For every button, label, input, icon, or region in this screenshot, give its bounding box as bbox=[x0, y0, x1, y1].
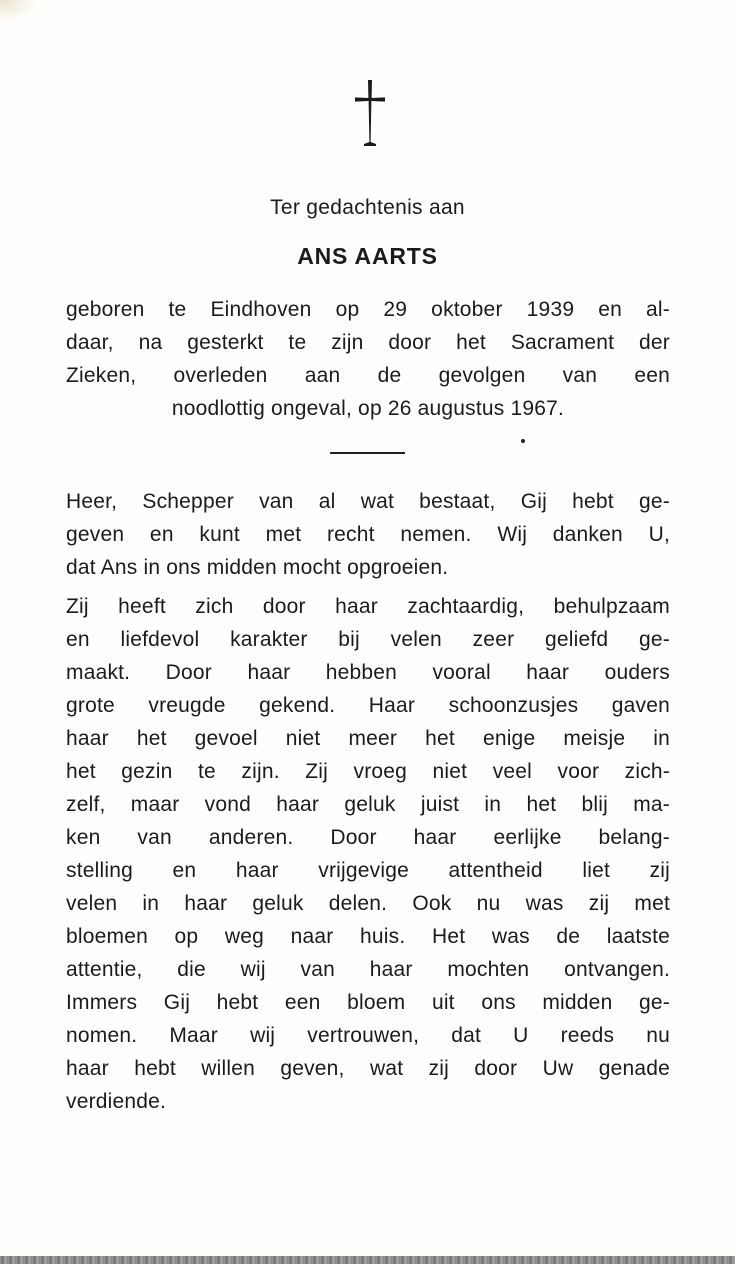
biography-paragraph bbox=[66, 293, 670, 425]
tribute-line: het gezin te zijn. Zij vroeg niet veel voor zich- bbox=[66, 760, 670, 783]
tribute-line: haar hebt willen geven, wat zij door Uw genade bbox=[66, 1057, 670, 1080]
tribute-line: zelf, maar vond haar geluk juist in het blij ma- bbox=[66, 793, 670, 816]
tribute-line: en liefdevol karakter bij velen zeer geliefd ge- bbox=[66, 628, 670, 651]
tribute-line: verdiende. bbox=[66, 1090, 167, 1113]
section-divider bbox=[330, 452, 405, 454]
deceased-name: ANS AARTS bbox=[297, 243, 438, 269]
prayer-line: Heer, Schepper van al wat bestaat, Gij hebt ge- bbox=[66, 490, 670, 513]
biography-line: noodlottig ongeval, op 26 augustus 1967. bbox=[171, 397, 565, 420]
intro-text: Ter gedachtenis aan bbox=[270, 196, 465, 219]
tribute-line: ken van anderen. Door haar eerlijke belang- bbox=[66, 826, 670, 849]
tribute-line: velen in haar geluk delen. Ook nu was zij met bbox=[66, 892, 670, 915]
paper-stain bbox=[0, 0, 40, 22]
biography-line: Zieken, overleden aan de gevolgen van een bbox=[66, 364, 670, 387]
tribute-paragraph bbox=[66, 590, 670, 1118]
biography-line: daar, na gesterkt te zijn door het Sacrament der bbox=[66, 331, 670, 354]
prayer-line: geven en kunt met recht nemen. Wij danken U, bbox=[66, 523, 670, 546]
tribute-line: bloemen op weg naar huis. Het was de laatste bbox=[66, 925, 670, 948]
tribute-line: stelling en haar vrijgevige attentheid liet zij bbox=[66, 859, 670, 882]
ink-speck bbox=[521, 439, 525, 443]
tribute-line: nomen. Maar wij vertrouwen, dat U reeds nu bbox=[66, 1024, 670, 1047]
prayer-line: dat Ans in ons midden mocht opgroeien. bbox=[66, 556, 449, 579]
tribute-line: Immers Gij hebt een bloem uit ons midden ge- bbox=[66, 991, 670, 1014]
card-bottom-edge bbox=[0, 1256, 735, 1264]
tribute-line: maakt. Door haar hebben vooral haar ouders bbox=[66, 661, 670, 684]
tribute-line: grote vreugde gekend. Haar schoonzusjes gaven bbox=[66, 694, 670, 717]
biography-line: geboren te Eindhoven op 29 oktober 1939 en al- bbox=[66, 298, 670, 321]
latin-cross-icon bbox=[351, 78, 389, 148]
tribute-line: haar het gevoel niet meer het enige meisje in bbox=[66, 727, 670, 750]
tribute-line: Zij heeft zich door haar zachtaardig, behulpzaam bbox=[66, 595, 670, 618]
tribute-line: attentie, die wij van haar mochten ontvangen. bbox=[66, 958, 670, 981]
prayer-paragraph bbox=[66, 485, 670, 584]
